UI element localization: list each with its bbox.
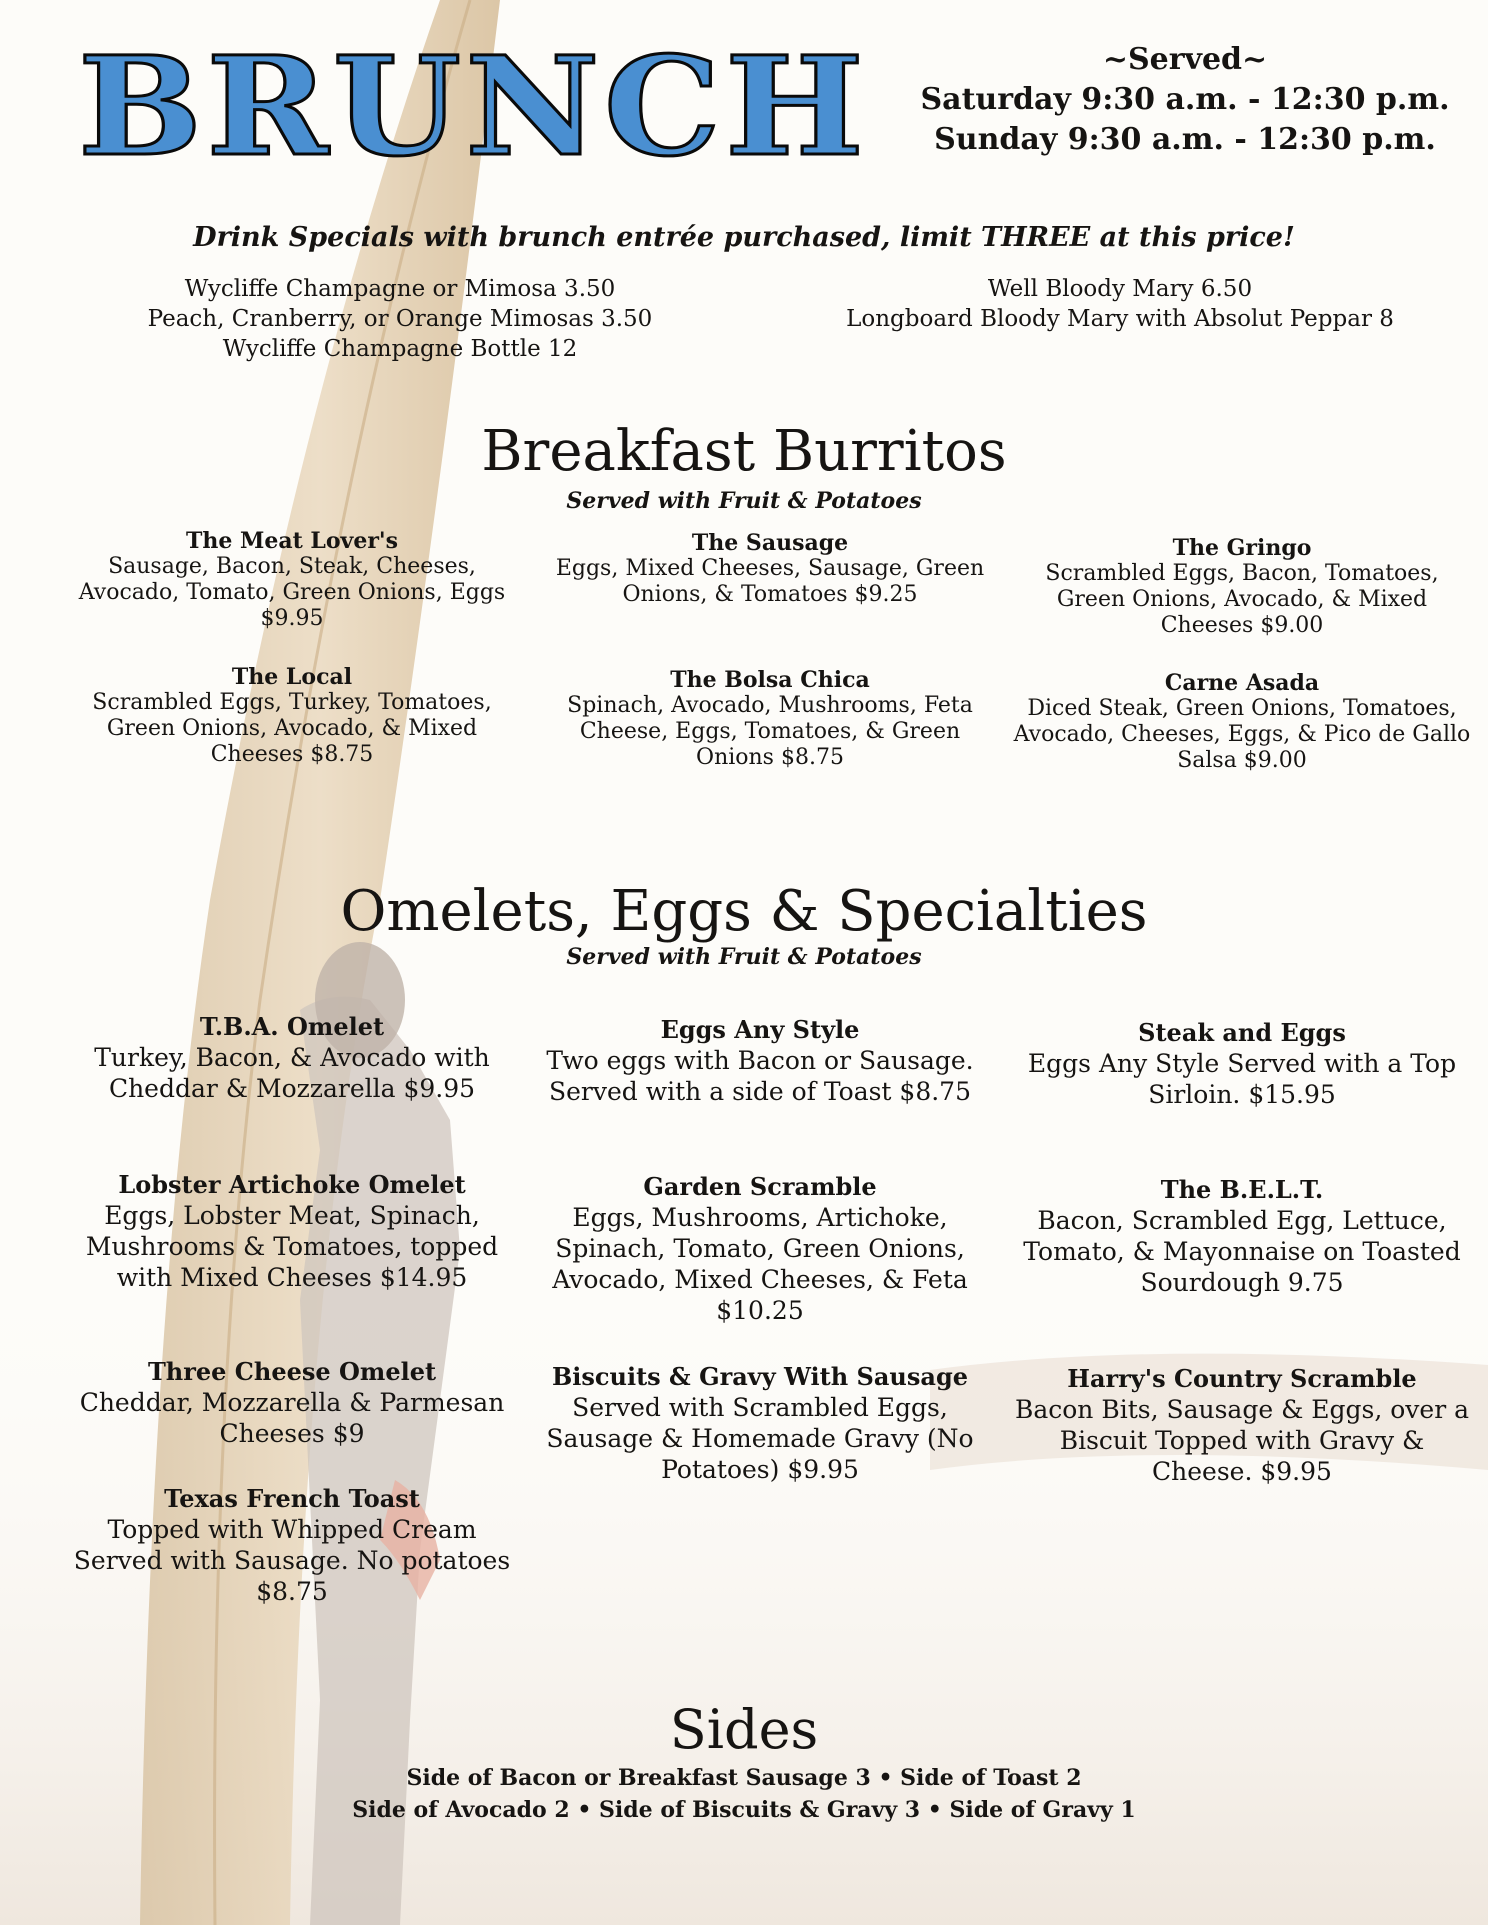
item-description: Two eggs with Bacon or Sausage. Served with a side of Toast $8.75 (546, 1046, 974, 1106)
item-description: Eggs, Mushrooms, Artichoke, Spinach, Tomato, Green Onions, Avocado, Mixed Cheeses, & Feta $10.25 (552, 1203, 968, 1325)
menu-item (1012, 1018, 1472, 1110)
item-description: Turkey, Bacon, & Avocado with Cheddar & Mozzarella $9.95 (94, 1043, 490, 1103)
brunch-title: BRUNCH (78, 27, 869, 187)
item-description: Bacon Bits, Sausage & Eggs, over a Biscuit Topped with Gravy & Cheese. $9.95 (1014, 1395, 1470, 1486)
menu-item (1012, 1364, 1472, 1487)
item-description: Eggs, Mixed Cheeses, Sausage, Green Onions, & Tomatoes $9.25 (555, 556, 985, 607)
item-description: Scrambled Eggs, Bacon, Tomatoes, Green Onions, Avocado, & Mixed Cheeses $9.00 (1045, 561, 1439, 638)
drink-item: Wycliffe Champagne Bottle 12 (222, 336, 578, 362)
item-name: Three Cheese Omelet (147, 1357, 437, 1386)
item-name: T.B.A. Omelet (199, 1012, 385, 1041)
drink-specials-right (810, 274, 1430, 334)
item-name: Biscuits & Gravy With Sausage (552, 1362, 968, 1391)
item-description: Eggs, Lobster Meat, Spinach, Mushrooms & Tomatoes, topped with Mixed Cheeses $14.95 (85, 1201, 499, 1292)
sides-line-2: Side of Avocado 2 • Side of Biscuits & Gravy 3 • Side of Gravy 1 (352, 1797, 1136, 1823)
item-description: Bacon, Scrambled Egg, Lettuce, Tomato, & Mayonnaise on Toasted Sourdough 9.75 (1023, 1206, 1461, 1297)
sides-title: Sides (669, 1698, 819, 1761)
omelets-title: Omelets, Eggs & Specialties (340, 879, 1148, 944)
menu-item (62, 1012, 522, 1104)
item-name: Texas French Toast (164, 1484, 420, 1513)
sides-line-1: Side of Bacon or Breakfast Sausage 3 • Side of Toast 2 (406, 1765, 1082, 1791)
drink-specials-header: Drink Specials with brunch entrée purchased, limit THREE at this price! (193, 222, 1295, 253)
menu-item (530, 1362, 990, 1485)
menu-item (62, 1170, 522, 1293)
served-label: ~Served~ (1102, 42, 1268, 77)
item-name: Lobster Artichoke Omelet (118, 1170, 466, 1199)
item-description: Diced Steak, Green Onions, Tomatoes, Avocado, Cheeses, Eggs, & Pico de Gallo Salsa $9.00 (1013, 696, 1471, 773)
served-hours (905, 40, 1465, 160)
item-name: Eggs Any Style (660, 1015, 860, 1044)
menu-item (1012, 535, 1472, 639)
item-name: Harry's Country Scramble (1067, 1364, 1417, 1393)
menu-item (62, 664, 522, 768)
item-description: Topped with Whipped Cream Served with Sausage. No potatoes $8.75 (73, 1515, 511, 1606)
item-name: The Bolsa Chica (670, 667, 870, 693)
saturday-hours: Saturday 9:30 a.m. - 12:30 p.m. (920, 82, 1450, 117)
menu-item (530, 1015, 990, 1107)
item-name: The Gringo (1172, 535, 1312, 561)
item-name: Carne Asada (1164, 670, 1320, 696)
menu-item (62, 1357, 522, 1449)
item-name: The B.E.L.T. (1160, 1175, 1324, 1204)
menu-item (1012, 1175, 1472, 1298)
menu-item (62, 528, 522, 632)
menu-item (530, 1172, 990, 1326)
item-description: Scrambled Eggs, Turkey, Tomatoes, Green Onions, Avocado, & Mixed Cheeses $8.75 (92, 690, 492, 767)
drink-item: Longboard Bloody Mary with Absolut Peppar 8 (846, 306, 1394, 332)
item-description: Sausage, Bacon, Steak, Cheeses, Avocado, Tomato, Green Onions, Eggs $9.95 (78, 554, 506, 631)
omelets-subtitle: Served with Fruit & Potatoes (566, 944, 922, 970)
burritos-title: Breakfast Burritos (481, 419, 1007, 484)
item-description: Eggs Any Style Served with a Top Sirloin. $15.95 (1027, 1049, 1457, 1109)
burritos-subtitle: Served with Fruit & Potatoes (566, 488, 922, 514)
menu-item (540, 667, 1000, 771)
menu-item (62, 1484, 522, 1607)
item-description: Served with Scrambled Eggs, Sausage & Homemade Gravy (No Potatoes) $9.95 (546, 1393, 974, 1484)
drink-item: Well Bloody Mary 6.50 (987, 276, 1253, 302)
item-name: Steak and Eggs (1138, 1018, 1346, 1047)
drink-item: Wycliffe Champagne or Mimosa 3.50 (184, 276, 616, 302)
sunday-hours: Sunday 9:30 a.m. - 12:30 p.m. (934, 122, 1436, 157)
item-description: Spinach, Avocado, Mushrooms, Feta Cheese, Eggs, Tomatoes, & Green Onions $8.75 (567, 693, 973, 770)
drink-item: Peach, Cranberry, or Orange Mimosas 3.50 (147, 306, 653, 332)
menu-item (1012, 670, 1472, 774)
item-name: The Local (231, 664, 353, 690)
item-name: The Sausage (691, 530, 849, 556)
item-name: Garden Scramble (643, 1172, 877, 1201)
item-name: The Meat Lover's (185, 528, 399, 554)
item-description: Cheddar, Mozzarella & Parmesan Cheeses $9 (79, 1388, 505, 1448)
menu-item (540, 530, 1000, 608)
drink-specials-left (120, 274, 680, 364)
